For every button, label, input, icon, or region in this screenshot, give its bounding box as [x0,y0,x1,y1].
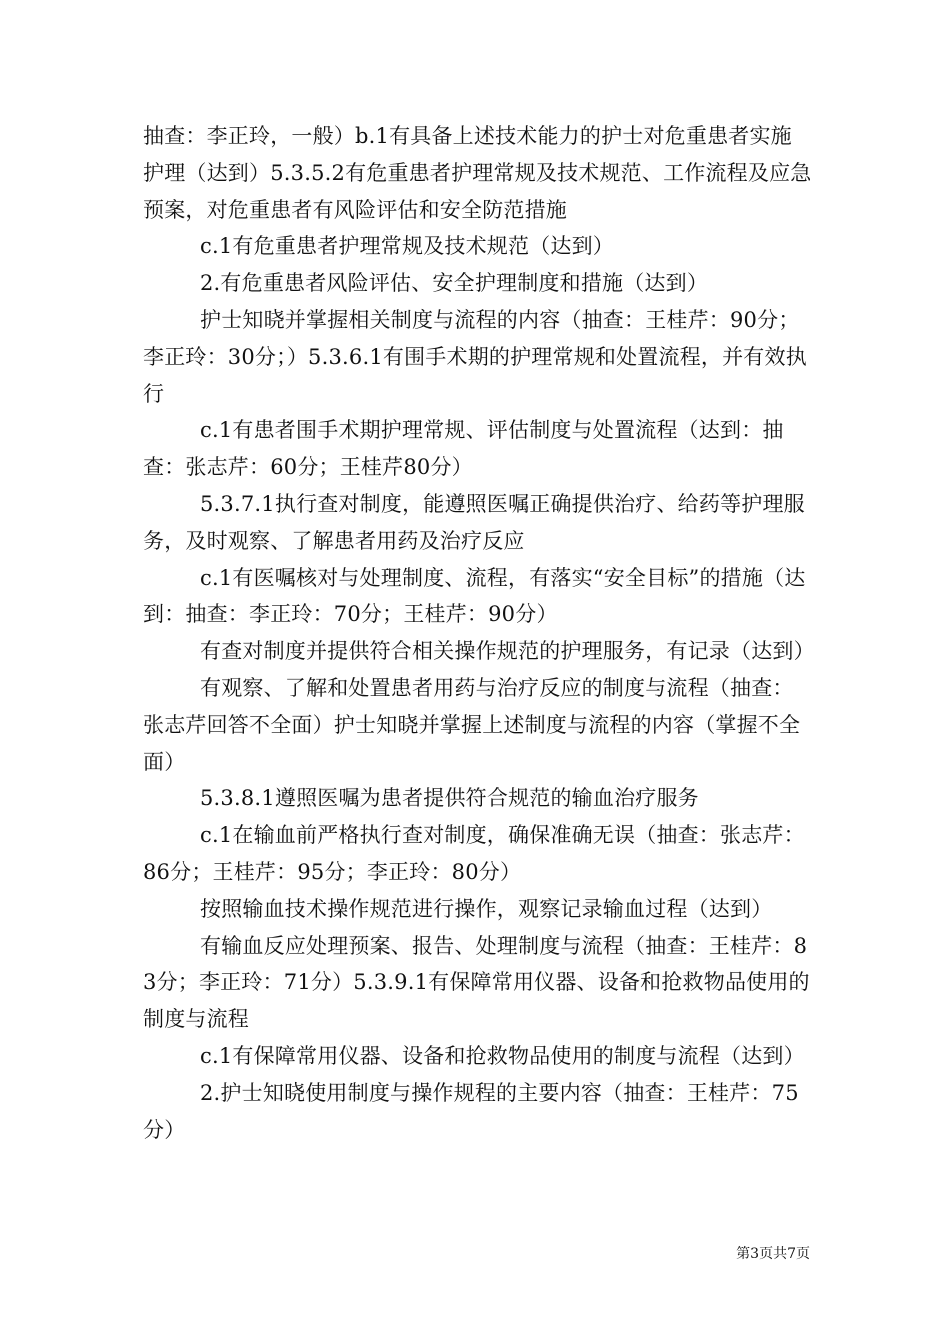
paragraph: c.1有患者围手术期护理常规、评估制度与处置流程（达到：抽查：张志芹：60分；王桂芹80分） [143,418,784,480]
paragraph: c.1有医嘱核对与处理制度、流程，有落实“安全目标”的措施（达到：抽查：李正玲：70分；王桂芹：90分） [143,565,806,627]
paragraph: 5.3.7.1执行查对制度，能遵照医嘱正确提供治疗、给药等护理服务，及时观察、了解患者用药及治疗反应 [143,491,805,553]
paragraph: 2.护士知晓使用制度与操作规程的主要内容（抽查：王桂芹：75分） [143,1080,799,1142]
paragraph: 有查对制度并提供符合相关操作规范的护理服务，有记录（达到） [200,639,815,664]
page-number-footer: 第3页共7页 [736,1246,810,1262]
paragraph: 2.有危重患者风险评估、安全护理制度和措施（达到） [200,271,709,296]
paragraph: 有输血反应处理预案、报告、处理制度与流程（抽查：王桂芹：83分；李正玲：71分）5.3.9.1有保障常用仪器、设备和抢救物品使用的制度与流程 [143,933,810,1032]
paragraph: c.1有危重患者护理常规及技术规范（达到） [200,234,614,259]
paragraph: 有观察、了解和处置患者用药与治疗反应的制度与流程（抽查：张志芹回答不全面）护士知晓并掌握上述制度与流程的内容（掌握不全面） [143,675,801,774]
paragraph: c.1有保障常用仪器、设备和抢救物品使用的制度与流程（达到） [200,1043,805,1068]
paragraph: 护士知晓并掌握相关制度与流程的内容（抽查：王桂芹：90分；李正玲：30分；）5.3.6.1有围手术期的护理常规和处置流程，并有效执行 [143,307,807,406]
paragraph: c.1在输血前严格执行查对制度，确保准确无误（抽查：张志芹：86分；王桂芹：95分；李正玲：80分） [143,823,805,884]
paragraph: 5.3.8.1遵照医嘱为患者提供符合规范的输血治疗服务 [200,786,699,811]
paragraph: 按照输血技术操作规范进行操作，观察记录输血过程（达到） [200,896,773,921]
document-body [143,118,813,1148]
paragraph: 抽查：李正玲，一般）b.1有具备上述技术能力的护士对危重患者实施护理（达到）5.3.5.2有危重患者护理常规及技术规范、工作流程及应急预案，对危重患者有风险评估和安全防范措施 [143,124,812,222]
